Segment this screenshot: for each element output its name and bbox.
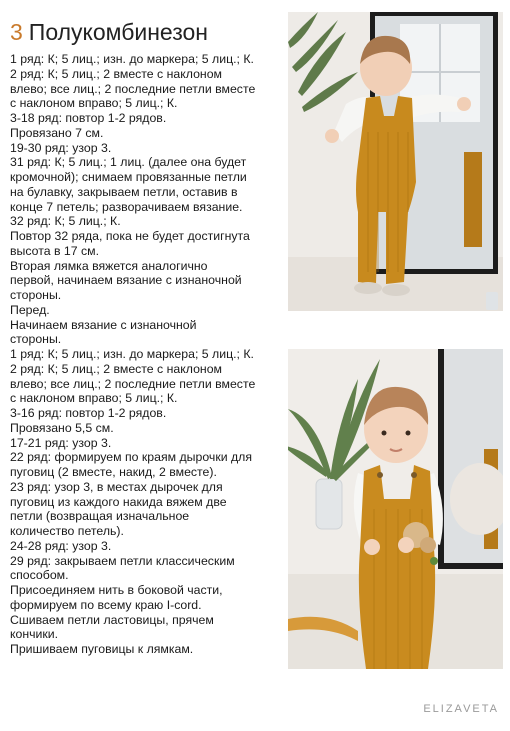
- instruction-line: петли (возвращая изначальное: [10, 509, 190, 524]
- instruction-line: количество петель).: [10, 524, 124, 538]
- instruction-line: 31 ряд: К; 5 лиц.; 1 лиц. (далее она будет: [10, 155, 247, 170]
- instruction-line: 2 ряд: К; 5 лиц.; 2 вместе с наклоном: [10, 361, 223, 376]
- section-number: 3: [10, 19, 23, 45]
- instruction-line: Провязано 5,5 см.: [10, 420, 114, 435]
- instruction-line: пуговиц из каждого накида вяжем две: [10, 494, 227, 509]
- instruction-line: формируем по всему краю I-cord.: [10, 597, 202, 612]
- photo-child-at-mirror: [288, 12, 503, 311]
- instruction-line: стороны.: [10, 332, 62, 347]
- instruction-line: 3-18 ряд: повтор 1-2 рядов.: [10, 111, 167, 125]
- instruction-line: 32 ряд: К; 5 лиц.; К.: [10, 214, 121, 229]
- instruction-line: кромочной); снимаем провязанные петли: [10, 170, 247, 184]
- instruction-line: Пришиваем пуговицы к лямкам.: [10, 642, 194, 656]
- instruction-line: 22 ряд: формируем по краям дырочки для: [10, 450, 253, 465]
- instruction-line: влево; все лиц.; 2 последние петли вместе: [10, 81, 256, 96]
- instruction-line: с наклоном вправо; 5 лиц.; К.: [10, 96, 178, 111]
- instruction-line: конце 7 петель; разворачиваем вязание.: [10, 199, 243, 214]
- instruction-line: 24-28 ряд: узор 3.: [10, 538, 112, 553]
- section-heading: [10, 18, 208, 46]
- instruction-line: высота в 17 см.: [10, 243, 100, 258]
- instruction-line: способом.: [10, 568, 69, 583]
- photo-child-with-toy: [288, 349, 503, 669]
- instruction-line: на булавку, закрываем петли, оставив в: [10, 184, 238, 199]
- instruction-line: с наклоном вправо; 5 лиц.; К.: [10, 391, 178, 406]
- instruction-line: кончики.: [10, 627, 59, 642]
- knitting-instructions: [10, 52, 282, 657]
- instruction-line: Присоединяем нить в боковой части,: [10, 583, 223, 597]
- instruction-line: 2 ряд: К; 5 лиц.; 2 вместе с наклоном: [10, 66, 223, 81]
- instruction-line: 17-21 ряд: узор 3.: [10, 435, 112, 450]
- instruction-line: Начинаем вязание с изнаночной: [10, 317, 197, 332]
- instruction-line: Перед.: [10, 302, 50, 317]
- instruction-line: Вторая лямка вяжется аналогично: [10, 258, 208, 273]
- instruction-line: влево; все лиц.; 2 последние петли вместе: [10, 376, 256, 391]
- instruction-line: 1 ряд: К; 5 лиц.; изн. до маркера; 5 лиц.; К.: [10, 347, 254, 361]
- instruction-line: пуговиц (2 вместе, накид, 2 вместе).: [10, 465, 217, 479]
- instruction-line: Сшиваем петли ластовицы, прячем: [10, 612, 214, 627]
- instruction-line: 19-30 ряд: узор 3.: [10, 140, 112, 155]
- instruction-line: 1 ряд: К; 5 лиц.; изн. до маркера; 5 лиц.; К.: [10, 52, 254, 66]
- instruction-line: 29 ряд: закрываем петли классическим: [10, 553, 235, 568]
- instruction-line: 23 ряд: узор 3, в местах дырочек для: [10, 479, 223, 494]
- section-title: Полукомбинезон: [28, 19, 208, 45]
- instruction-line: первой, начинаем вязание с изнаночной: [10, 273, 242, 288]
- brand-watermark: ELIZAVETA: [423, 703, 499, 715]
- instruction-line: 3-16 ряд: повтор 1-2 рядов.: [10, 406, 167, 420]
- instruction-line: стороны.: [10, 288, 62, 302]
- instruction-line: Провязано 7 см.: [10, 125, 104, 140]
- instruction-line: Повтор 32 ряда, пока не будет достигнута: [10, 229, 250, 243]
